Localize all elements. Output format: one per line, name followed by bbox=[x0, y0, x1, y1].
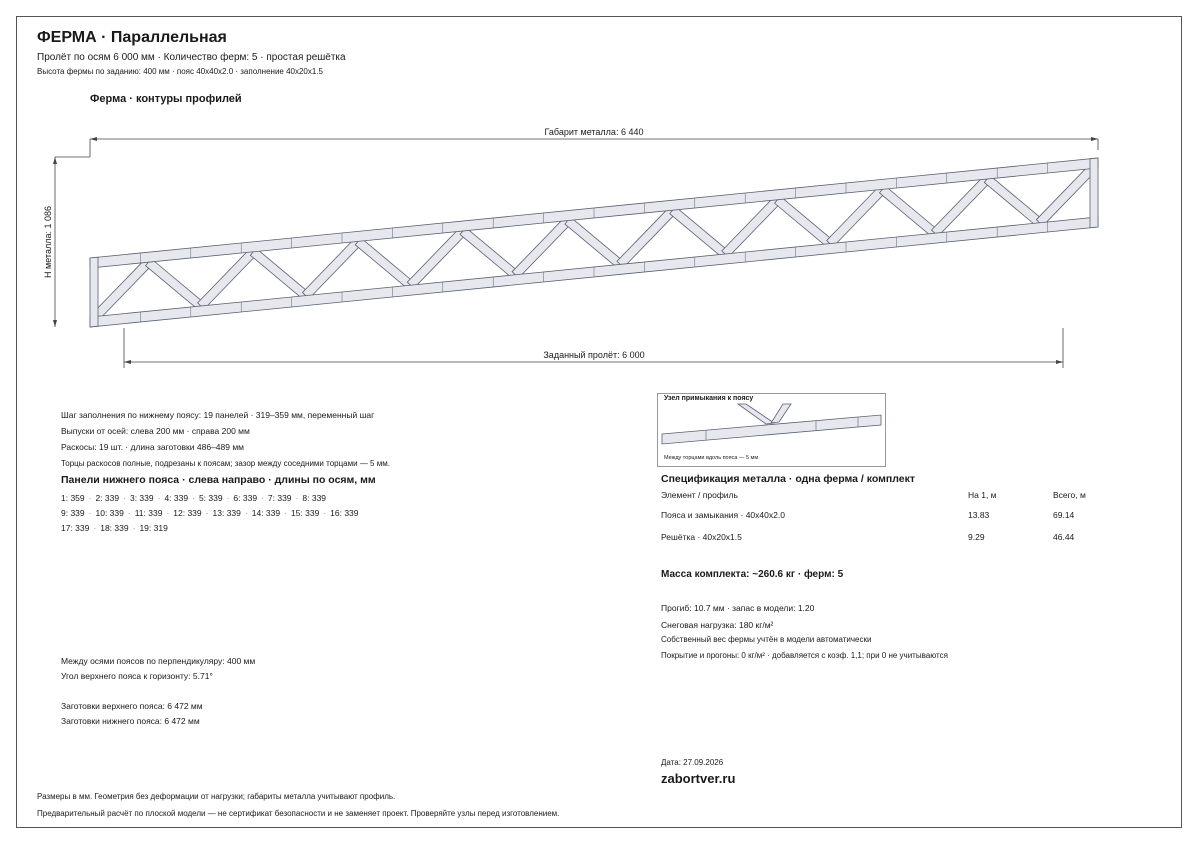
panels-title: Панели нижнего пояса · слева направо · длины по осям, мм bbox=[61, 474, 376, 486]
truss-diagonal bbox=[93, 259, 152, 319]
deflection: Прогиб: 10.7 мм · запас в модели: 1.20 bbox=[661, 603, 815, 613]
truss-diagonal bbox=[355, 238, 413, 289]
truss-diagonal bbox=[879, 186, 937, 237]
truss-diagonal bbox=[146, 259, 204, 310]
truss-diagonal bbox=[984, 176, 1042, 227]
roof-load-note: Покрытие и прогоны: 0 кг/м² · добавляется с коэф. 1,1; при 0 не учитываются bbox=[661, 651, 948, 660]
bottom-chord-blanks: Заготовки нижнего пояса: 6 472 мм bbox=[61, 716, 200, 726]
inset-caption: Между торцами вдоль пояса — 5 мм bbox=[664, 455, 759, 461]
truss-diagonal bbox=[512, 217, 571, 277]
date: Дата: 27.09.2026 bbox=[661, 758, 724, 767]
truss-diagonal bbox=[1036, 165, 1095, 225]
spec-header-row bbox=[661, 490, 1101, 510]
panels-list bbox=[61, 491, 359, 536]
panel-length: 5: 339 bbox=[198, 493, 223, 503]
truss-diagonal bbox=[460, 228, 518, 279]
spec-header-total: Всего, м bbox=[1053, 490, 1086, 500]
top-chord-blanks: Заготовки верхнего пояса: 6 472 мм bbox=[61, 701, 203, 711]
panel-length: 4: 339 bbox=[164, 493, 189, 503]
panels-row: 17: 339 · 18: 339 · 19: 319 bbox=[61, 523, 168, 533]
node-detail-inset bbox=[657, 393, 886, 467]
info-overhangs: Выпуски от осей: слева 200 мм · справа 200 мм bbox=[61, 426, 250, 436]
panel-length: 16: 339 bbox=[330, 508, 359, 518]
end-post-right bbox=[1090, 158, 1098, 228]
brand-link[interactable]: zabortver.ru bbox=[661, 771, 736, 786]
truss-diagonal bbox=[407, 228, 466, 288]
table-row: Решётка · 40x20x1.5 9.29 46.44 bbox=[661, 532, 1075, 542]
truss-diagonal bbox=[827, 186, 886, 246]
spec-table bbox=[661, 490, 1101, 554]
page-subtitle: Пролёт по осям 6 000 мм · Количество ферм: 5 · простая решётка bbox=[37, 52, 346, 63]
truss-diagonal bbox=[617, 207, 676, 267]
self-weight-note: Собственный вес фермы учтён в модели автоматически bbox=[661, 635, 872, 644]
table-row: Пояса и замыкания · 40x40x2.0 13.83 69.14 bbox=[661, 510, 1075, 520]
footer-note-1: Размеры в мм. Геометрия без деформации от нагрузки; габариты металла учитывают профиль. bbox=[37, 792, 396, 801]
panels-row: 9: 339 · 10: 339 · 11: 339 · 12: 339 · 13: 339 · 14: 339 · 15: 339 · 16: 339 bbox=[61, 508, 359, 518]
panel-length: 2: 339 bbox=[95, 493, 120, 503]
dim-height-label: H металла: 1 086 bbox=[43, 206, 53, 278]
spec-title: Спецификация металла · одна ферма / комплект bbox=[661, 473, 916, 485]
truss-drawing bbox=[0, 0, 1200, 380]
footer-note-2: Предварительный расчёт по плоской модели — не сертификат безопасности и не заменяет проект. Проверяйте узлы перед изготовлением. bbox=[37, 809, 560, 818]
spec-header-per-one: На 1, м bbox=[968, 490, 997, 500]
chord-distance: Между осями поясов по перпендикуляру: 400 мм bbox=[61, 656, 256, 666]
page-subtitle-secondary: Высота фермы по заданию: 400 мм · пояс 40x40x2.0 · заполнение 40x20x1.5 bbox=[37, 67, 323, 76]
panel-length: 3: 339 bbox=[129, 493, 154, 503]
info-infill-step: Шаг заполнения по нижнему поясу: 19 панелей · 319–359 мм, переменный шаг bbox=[61, 410, 375, 420]
truss-diagonal bbox=[775, 196, 833, 247]
panel-length: 7: 339 bbox=[267, 493, 292, 503]
panel-length: 11: 339 bbox=[134, 508, 163, 518]
truss-diagonal bbox=[198, 249, 257, 309]
end-post-left bbox=[90, 257, 98, 327]
panel-length: 1: 359 bbox=[61, 493, 85, 503]
drawing-title: Ферма · контуры профилей bbox=[90, 93, 242, 105]
panels-row: 1: 359 · 2: 339 · 3: 339 · 4: 339 · 5: 339 · 6: 339 · 7: 339 · 8: 339 bbox=[61, 493, 327, 503]
truss-diagonal bbox=[565, 217, 623, 268]
truss-diagonal bbox=[302, 238, 361, 298]
kit-mass: Масса комплекта: ~260.6 кг · ферм: 5 bbox=[661, 569, 844, 580]
spec-header-element: Элемент / профиль bbox=[661, 490, 738, 500]
page-title: ФЕРМА · Параллельная bbox=[37, 29, 227, 46]
panel-length: 14: 339 bbox=[251, 508, 281, 518]
dim-top-label: Габарит металла: 6 440 bbox=[544, 127, 644, 137]
truss-diagonal bbox=[932, 176, 991, 236]
top-chord-angle: Угол верхнего пояса к горизонту: 5.71° bbox=[61, 671, 213, 681]
truss-members bbox=[90, 158, 1098, 327]
panel-length: 15: 339 bbox=[290, 508, 320, 518]
panel-length: 10: 339 bbox=[95, 508, 124, 518]
snow-load: Снеговая нагрузка: 180 кг/м² bbox=[661, 620, 774, 630]
inset-title: Узел примыкания к поясу bbox=[664, 395, 754, 402]
panel-length: 12: 339 bbox=[173, 508, 202, 518]
panel-length: 8: 339 bbox=[302, 493, 327, 503]
truss-diagonal bbox=[722, 197, 781, 257]
panel-length: 9: 339 bbox=[61, 508, 85, 518]
panel-length: 17: 339 bbox=[61, 523, 90, 533]
panel-length: 18: 339 bbox=[100, 523, 129, 533]
panel-length: 19: 319 bbox=[139, 523, 168, 533]
info-braces: Раскосы: 19 шт. · длина заготовки 486–489 мм bbox=[61, 442, 245, 452]
panel-length: 6: 339 bbox=[233, 493, 258, 503]
dim-bottom-label: Заданный пролёт: 6 000 bbox=[543, 350, 645, 360]
truss-diagonal bbox=[250, 248, 308, 299]
truss-diagonal bbox=[670, 207, 728, 258]
panel-length: 13: 339 bbox=[212, 508, 241, 518]
info-brace-ends: Торцы раскосов полные, подрезаны к поясам; зазор между соседними торцами — 5 мм. bbox=[61, 459, 390, 468]
